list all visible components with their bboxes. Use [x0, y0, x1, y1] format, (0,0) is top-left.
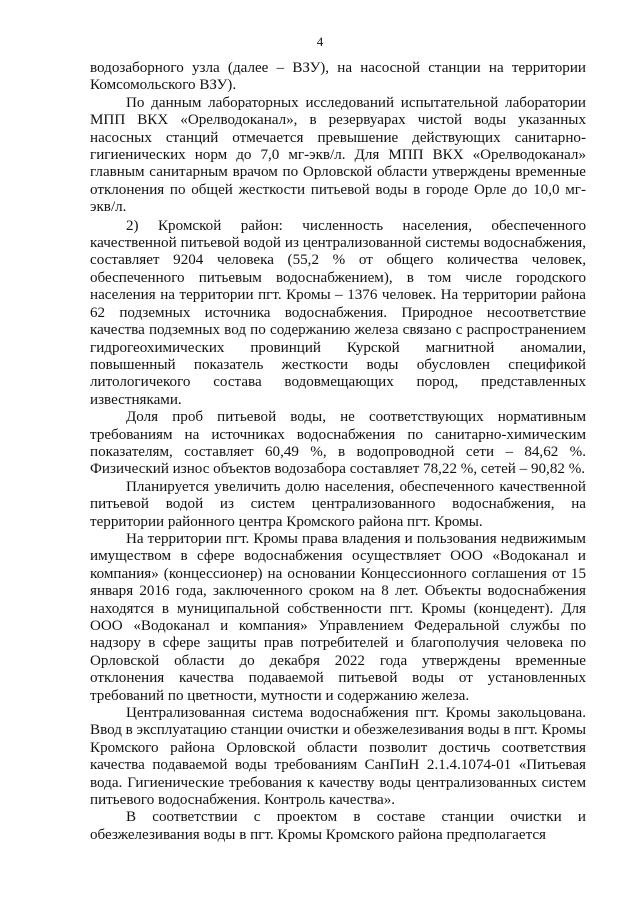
paragraph-plan: Планируется увеличить долю населения, обеспеченного качественной питьевой водой из систем централизованного водоснабжения, на территории районного центра Кромского района пгт. Кромы.	[90, 478, 586, 530]
page-number: 4	[316, 34, 324, 49]
document-body	[90, 60, 586, 844]
paragraph-concession: На территории пгт. Кромы права владения и пользования недвижимым имуществом в сфере водоснабжения осуществляет ООО «Водоканал и компания» (концессионер) на основании Концессионного соглашения от 15 января 2016 года, заключенного сроком на 8 лет. Объекты водоснабжения находятся в муниципальной собственности пгт. Кромы (концедент). Для ООО «Водоканал и компания» Управлением Федеральной службы по надзору в сфере защиты прав потребителей и благополучия человека по Орловской области до декабря 2022 года утверждены временные отклонения качества подаваемой питьевой воды от установленных требований по цветности, мутности и содержанию железа.	[90, 530, 586, 704]
paragraph-lab-research: По данным лабораторных исследований испытательной лаборатории МПП ВКХ «Орелводоканал», в резервуарах чистой воды указанных насосных станций отмечается превышение действующих санитарно-гигиенических норм до 7,0 мг-экв/л. Для МПП ВКХ «Орелводоканал» главным санитарным врачом по Орловской области утверждены временные отклонения по общей жесткости питьевой воды в городе Орле до 10,0 мг-экв/л.	[90, 94, 586, 216]
paragraph-centralized-system: Централизованная система водоснабжения пгт. Кромы закольцована. Ввод в эксплуатацию станции очистки и обезжелезивания воды в пгт. Кромы Кромского района Орловской области позволит достичь соответствия качества подаваемой воды требованиям СанПиН 2.1.4.1074-01 «Питьевая вода. Гигиенические требования к качеству воды централизованных систем питьевого водоснабжения. Контроль качества».	[90, 705, 587, 809]
paragraph-kromskoy-district: 2) Кромской район: численность населения, обеспеченного качественной питьевой водой из централизованной системы водоснабжения, составляет 9204 человека (55,2 % от общего количества человек, обеспеченного питьевым водоснабжением), в том числе городского населения на территории пгт. Кромы – 1376 человек. На территории района 62 подземных источника водоснабжения. Природное несоответствие качества подземных вод по содержанию железа связано с распространением гидрогеохимических провинций Курской магнитной аномалии, повышенный показатель жесткости воды обусловлен спецификой литологичекого состава водовмещающих пород, представленных известняками.	[90, 217, 586, 408]
paragraph-project: В соответствии с проектом в составе станции очистки и обезжелезивания воды в пгт. Кромы Кромского района предполагается	[90, 809, 586, 843]
paragraph-water-samples: Доля проб питьевой воды, не соответствующих нормативным требованиям на источниках водоснабжения по санитарно-химическим показателям, составляет 60,49 %, в водопроводной сети – 84,62 %. Физический износ объектов водозабора составляет 78,22 %, сетей – 90,82 %.	[90, 409, 586, 478]
paragraph-continuation: водозаборного узла (далее – ВЗУ), на насосной станции на территории Комсомольского ВЗУ).	[90, 60, 586, 94]
